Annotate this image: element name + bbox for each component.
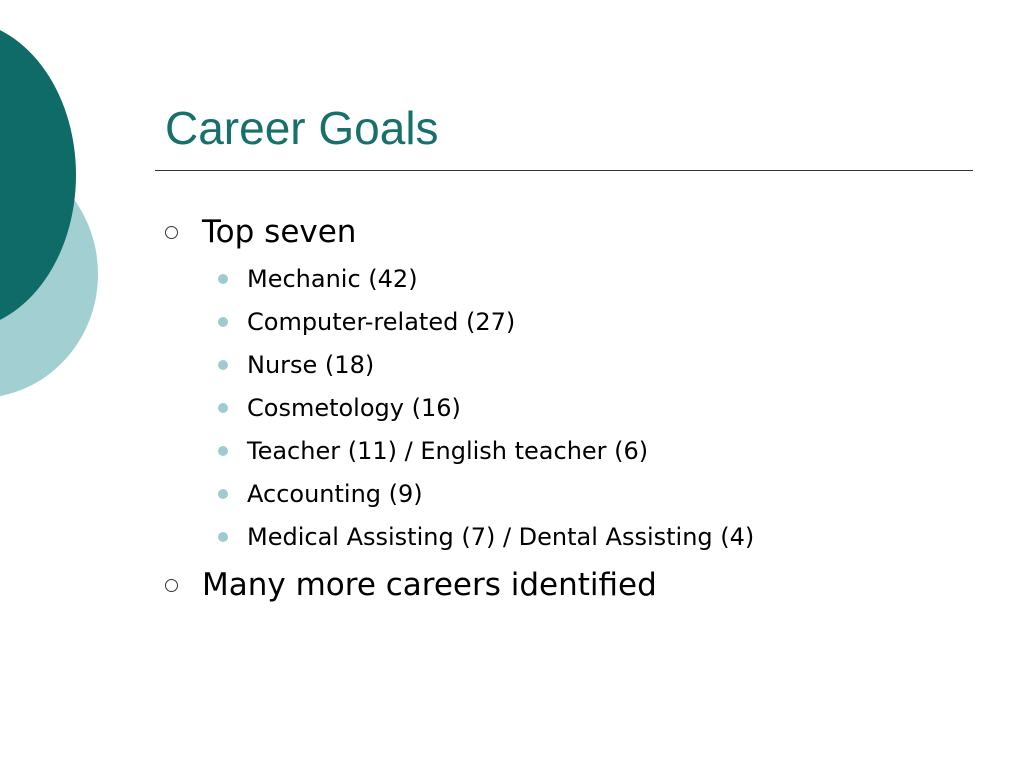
list-item-text: Computer-related (27) bbox=[247, 308, 516, 336]
list-item bbox=[218, 306, 515, 338]
hollow-circle-bullet-icon bbox=[165, 226, 178, 239]
list-item-text: Teacher (11) / English teacher (6) bbox=[247, 437, 649, 465]
list-item-text: Mechanic (42) bbox=[247, 265, 418, 293]
list-item bbox=[218, 478, 423, 510]
list-item bbox=[218, 435, 648, 467]
list-item-text: Medical Assisting (7) / Dental Assisting (4) bbox=[247, 523, 755, 551]
slide-title: Career Goals bbox=[165, 102, 439, 154]
list-item bbox=[218, 521, 754, 553]
bullet-text: Top seven bbox=[202, 214, 357, 250]
bullet-text: Many more careers identified bbox=[202, 567, 657, 603]
list-item bbox=[218, 349, 374, 381]
bullet-top-seven bbox=[165, 212, 356, 252]
dot-bullet-icon bbox=[218, 489, 228, 499]
hollow-circle-bullet-icon bbox=[165, 579, 178, 592]
list-item-text: Accounting (9) bbox=[247, 480, 423, 508]
dot-bullet-icon bbox=[218, 403, 228, 413]
list-item-text: Nurse (18) bbox=[247, 351, 375, 379]
dot-bullet-icon bbox=[218, 532, 228, 542]
list-item bbox=[218, 392, 461, 424]
dot-bullet-icon bbox=[218, 446, 228, 456]
list-item bbox=[218, 263, 418, 295]
dot-bullet-icon bbox=[218, 274, 228, 284]
dot-bullet-icon bbox=[218, 317, 228, 327]
dot-bullet-icon bbox=[218, 360, 228, 370]
title-divider bbox=[155, 170, 973, 171]
list-item-text: Cosmetology (16) bbox=[247, 394, 461, 422]
bullet-many-more bbox=[165, 565, 657, 605]
